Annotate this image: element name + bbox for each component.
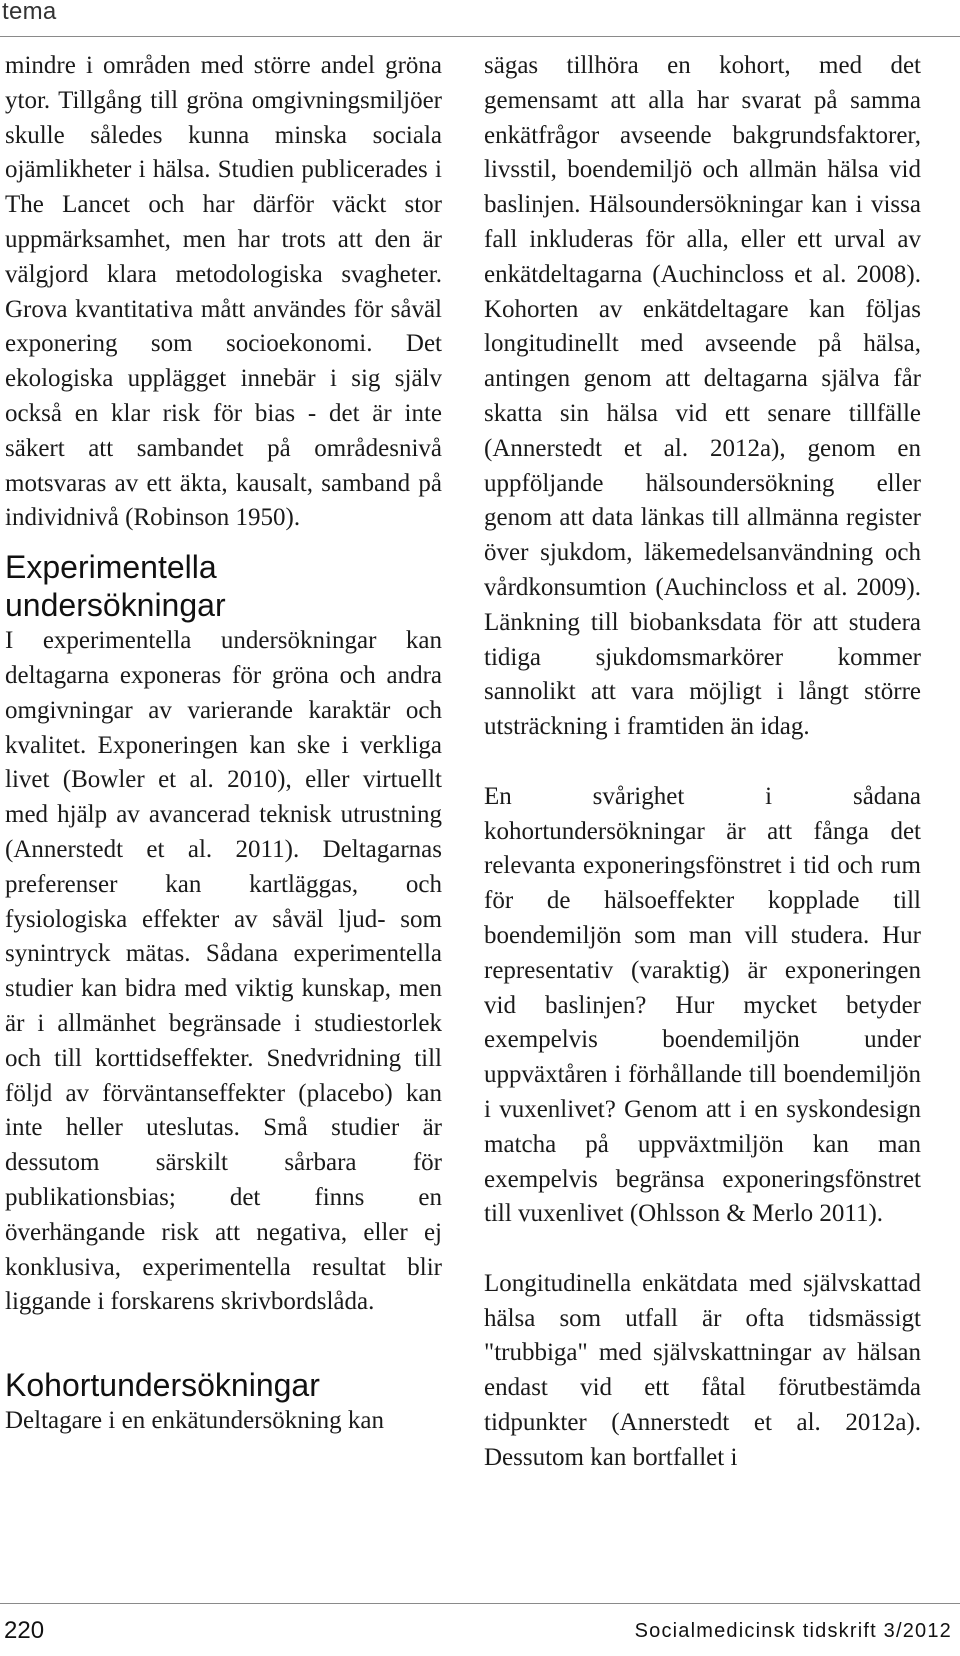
experimental-paragraph: I experimentella undersökningar kan deltagarna exponeras för gröna och andra omgivningar av varierande karaktär och kvalitet. Exponeringen kan ske i verkliga livet (Bowler et al. 2010), eller virtuellt med hjälp av avancerad teknisk utrustning (Annerstedt et al. 2011). Deltagarnas preferenser kan kartläggas, och fysiologiska effekter av såväl ljud- som synintryck mätas. Sådana experimentella studier kan bidra med viktig kunskap, men är i allmänhet begränsade i studiestorlek och till korttidseffekter. Snedvridning till följd av förväntanseffekter (placebo) kan inte heller uteslutas. Små studier är dessutom särskilt sårbara för publikationsbias; det finns en överhängande risk att negativa, eller ej konklusiva, experimentella resultat blir liggande i forskarens skrivbordslåda. — [5, 627, 442, 1316]
heading-cohort: Kohortundersökningar — [5, 1367, 320, 1404]
header-divider — [0, 36, 960, 37]
intro-paragraph: mindre i områden med större andel gröna ytor. Tillgång till gröna omgivningsmiljöer skulle således kunna minska sociala ojämlikheter i hälsa. Studien publicerades i The Lancet och har därför väckt stor uppmärksamhet, men har trots att den är välgjord klara metodologiska svagheter. Grova kvantitativa mått användes för såväl exponering som socioekonomi. Det ekologiska upplägget innebär i sig själv också en klar risk för bias - det är inte säkert att sambandet på områdesnivå motsvaras av ett äkta, kausalt, samband på individnivå (Robinson 1950). — [5, 52, 442, 532]
page-number: 220 — [4, 1617, 45, 1644]
section-label: tema — [2, 0, 57, 25]
heading-experimental: Experimentella undersökningar — [5, 549, 226, 624]
cohort-paragraph-start: Deltagare i en enkätundersökning kan — [5, 1407, 385, 1435]
exposure-window-paragraph: En svårighet i sådana kohortundersökningar är att fånga det relevanta exponeringsfönstret i tid och rum för de hälsoeffekter kopplade till boendemiljön som man vill studera. Hur representativ (varaktig) är exponeringen vid baslinjen? Hur mycket betyder exempelvis boendemiljön under uppväxtåren i förhållande till boendemiljön i vuxenlivet? Genom att i en syskondesign matcha på uppväxtmiljön kan man exempelvis begränsa exponeringsfönstret till vuxenlivet (Ohlsson & Merlo 2011). — [484, 782, 921, 1228]
cohort-paragraph-continued: sägas tillhöra en kohort, med det gemensamt att alla har svarat på samma enkätfrågor avseende bakgrundsfaktorer, livsstil, boendemiljö och allmän hälsa vid baslinjen. Hälsoundersökningar kan i vissa fall inkluderas för alla, eller ett urval av enkätdeltagarna (Auchincloss et al. 2008). Kohorten av enkätdeltagare kan följas longitudinellt med avseende på hälsa, antingen genom att deltagarna själva får skatta sin hälsa vid ett senare tillfälle (Annerstedt et al. 2012a), genom en uppföljande hälsoundersökning eller genom att data länkas till allmänna register över sjukdom, läkemedelsanvändning och vårdkonsumtion (Auchincloss et al. 2009). Länkning till biobanksdata för att studera tidiga sjukdomsmarkörer kommer sannolikt att vara möjligt i långt större utsträckning i framtiden än idag. — [484, 52, 921, 741]
journal-name: Socialmedicinsk tidskrift 3/2012 — [634, 1620, 952, 1642]
longitudinal-data-paragraph: Longitudinella enkätdata med självskattad hälsa som utfall är ofta tidsmässigt "trubbiga" med självskattningar av hälsan endast vid ett fåtal förutbestämda tidpunkter (Annerstedt et al. 2012a). Dessutom kan bortfallet i — [484, 1269, 921, 1471]
left-column — [5, 49, 442, 1439]
footer-divider — [0, 1603, 960, 1604]
right-column — [484, 49, 921, 1476]
